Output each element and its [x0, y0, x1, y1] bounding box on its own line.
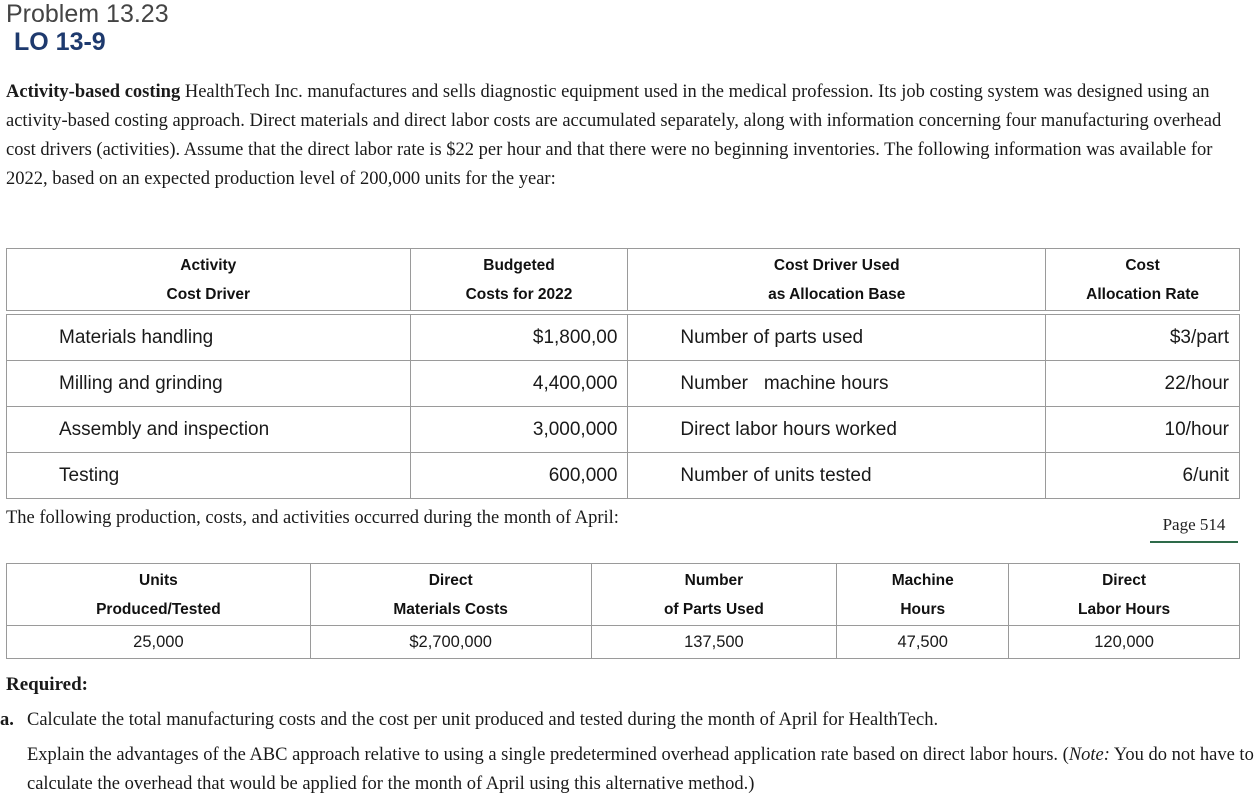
budgeted-cost-cell: 4,400,000: [410, 361, 628, 407]
page-reference: Page 514: [1150, 512, 1238, 543]
requirement-b-text-end: You do not have to calculate the overhead that would be applied for the month of April using this alternative method.): [27, 745, 1254, 794]
allocation-rate-cell: 22/hour: [1046, 361, 1240, 407]
requirement-a-text: Calculate the total manufacturing costs and the cost per unit produced and tested during the month of April for HealthTech.: [27, 710, 939, 730]
budgeted-cost-cell: 3,000,000: [410, 407, 628, 453]
table-row: [7, 453, 1240, 499]
required-heading: Required:: [6, 674, 88, 695]
budgeted-cost-cell: 600,000: [410, 453, 628, 499]
header-parts-used: Number of Parts Used: [591, 564, 837, 626]
activity-cell: Testing: [7, 453, 411, 499]
table-row: [7, 626, 1240, 659]
allocation-base-cell: Number of parts used: [628, 315, 1046, 361]
problem-title: Problem 13.23: [6, 0, 169, 28]
requirement-b: [0, 741, 1257, 799]
activity-cell: Assembly and inspection: [7, 407, 411, 453]
requirement-b-letter: [0, 741, 27, 770]
table-row: [7, 315, 1240, 361]
allocation-base-cell: Number of units tested: [628, 453, 1046, 499]
budgeted-cost-cell: $1,800,00: [410, 315, 628, 361]
header-allocation-base: Cost Driver Used as Allocation Base: [628, 249, 1046, 311]
requirement-b-note: Note:: [1068, 745, 1110, 765]
table-row: [7, 407, 1240, 453]
requirement-b-text: Explain the advantages of the ABC approach relative to using a single predetermined overhead application rate based on direct labor hours. (: [27, 745, 1069, 765]
header-allocation-rate: Cost Allocation Rate: [1046, 249, 1240, 311]
direct-materials-value: $2,700,000: [310, 626, 591, 659]
allocation-rate-cell: 10/hour: [1046, 407, 1240, 453]
april-intro-text: The following production, costs, and activities occurred during the month of April:: [6, 508, 619, 528]
header-budgeted-costs: Budgeted Costs for 2022: [410, 249, 628, 311]
requirement-a-letter: a.: [0, 710, 14, 730]
learning-objective-label: LO 13-9: [14, 28, 106, 56]
machine-hours-value: 47,500: [837, 626, 1009, 659]
allocation-base-cell: Number machine hours: [628, 361, 1046, 407]
header-direct-materials: Direct Materials Costs: [310, 564, 591, 626]
allocation-base-cell: Direct labor hours worked: [628, 407, 1046, 453]
header-units: Units Produced/Tested: [7, 564, 311, 626]
header-labor-hours: Direct Labor Hours: [1009, 564, 1240, 626]
header-machine-hours: Machine Hours: [837, 564, 1009, 626]
header-activity-cost-driver: Activity Cost Driver: [7, 249, 411, 311]
allocation-rate-cell: $3/part: [1046, 315, 1240, 361]
april-activity-table: [6, 563, 1240, 659]
labor-hours-value: 120,000: [1009, 626, 1240, 659]
table-header-row: [7, 564, 1240, 626]
table-row: [7, 361, 1240, 407]
allocation-rate-cell: 6/unit: [1046, 453, 1240, 499]
table-header-row: [7, 249, 1240, 311]
intro-lead: Activity-based costing: [6, 82, 181, 102]
activity-cell: Materials handling: [7, 315, 411, 361]
intro-text: HealthTech Inc. manufactures and sells diagnostic equipment used in the medical profession. Its job costing system was designed using an activity-based costing approach. Direct materials and direct labor costs are accumulated separately, along with information concerning four manufacturing overhead cost drivers (activities). Assume that the direct labor rate is $22 per hour and that there were no beginning inventories. The following information was available for 2022, based on an expected production level of 200,000 units for the year:: [6, 82, 1222, 189]
units-value: 25,000: [7, 626, 311, 659]
activity-cell: Milling and grinding: [7, 361, 411, 407]
abc-cost-table: [6, 248, 1240, 499]
requirement-a: [0, 706, 1230, 735]
problem-intro: [6, 78, 1228, 194]
parts-used-value: 137,500: [591, 626, 837, 659]
